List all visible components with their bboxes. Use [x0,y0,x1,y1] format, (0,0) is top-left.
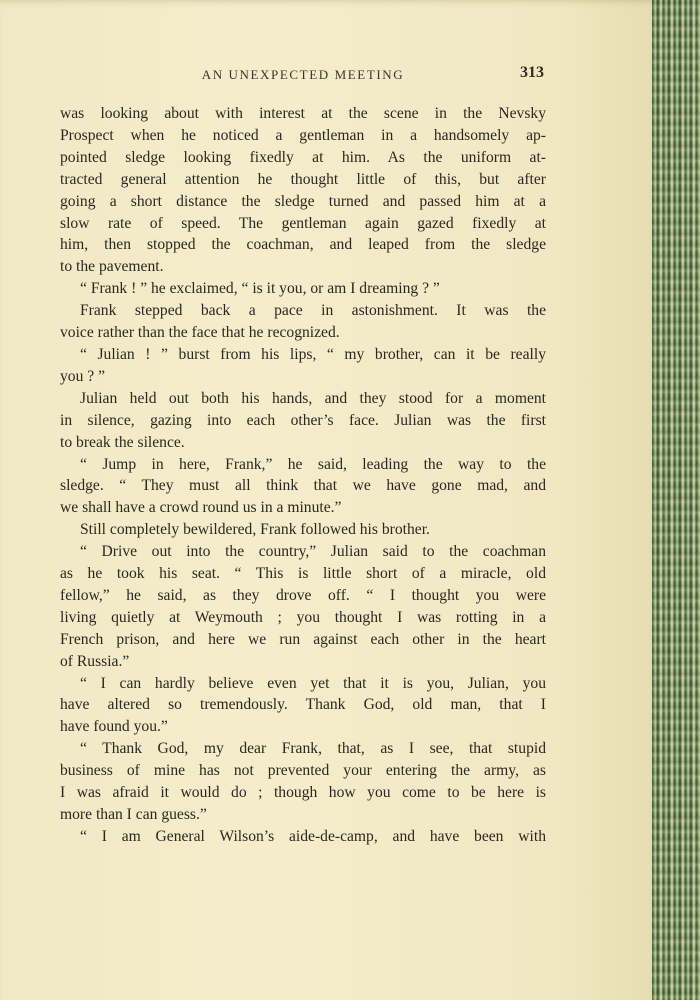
text-line: sledge. “ They must all think that we have gone mad, and [60,477,546,495]
text-line: “ I can hardly believe even yet that it is you, Julian, you [80,674,546,692]
text-line: “ Jump in here, Frank,” he said, leading the way to the [80,455,546,473]
text-line: “ Thank God, my dear Frank, that, as I see, that stupid [80,740,546,758]
text-line: to the pavement. [60,258,164,276]
text-line: “ Frank ! ” he exclaimed, “ is it you, or am I dreaming ? ” [80,280,440,298]
text-line: Prospect when he noticed a gentleman in a handsomely ap- [60,126,546,144]
text-line: pointed sledge looking fixedly at him. As the uniform at- [60,148,546,166]
text-line: “ Drive out into the country,” Julian said to the coachman [80,543,546,561]
page-header [60,64,546,86]
text-line: as he took his seat. “ This is little short of a miracle, old [60,565,546,583]
text-line: business of mine has not prevented your entering the army, as [60,762,546,780]
text-line: “ I am General Wilson’s aide-de-camp, and have been with [80,827,546,845]
text-line: Still completely bewildered, Frank followed his brother. [80,521,430,539]
text-line: of Russia.” [60,652,130,670]
page-number: 313 [520,64,544,81]
text-line: Julian held out both his hands, and they stood for a moment [80,389,546,407]
text-line: going a short distance the sledge turned and passed him at a [60,192,546,210]
text-line: “ Julian ! ” burst from his lips, “ my brother, can it be really [80,345,546,363]
text-line: slow rate of speed. The gentleman again gazed fixedly at [60,214,546,232]
running-title: AN UNEXPECTED MEETING [201,67,405,82]
text-line: Frank stepped back a pace in astonishment. It was the [80,302,546,320]
text-line: you ? ” [60,367,106,385]
text-line: we shall have a crowd round us in a minute.” [60,499,342,517]
text-line: to break the silence. [60,433,185,451]
text-line: living quietly at Weymouth ; you thought I was rotting in a [60,608,546,626]
book-binding-edge [652,0,700,1000]
text-line: I was afraid it would do ; though how you come to be here is [60,784,546,802]
text-line: him, then stopped the coachman, and leaped from the sledge [60,236,546,254]
text-line: French prison, and here we run against each other in the heart [60,630,546,648]
text-line: tracted general attention he thought little of this, but after [60,170,546,188]
text-line: voice rather than the face that he recognized. [60,324,340,342]
text-line: was looking about with interest at the scene in the Nevsky [60,105,546,122]
text-line: in silence, gazing into each other’s face. Julian was the first [60,411,546,429]
text-line: fellow,” he said, as they drove off. “ I thought you were [60,586,546,604]
body-text [60,103,546,848]
text-line: have altered so tremendously. Thank God, old man, that I [60,696,546,714]
text-line: more than I can guess.” [60,806,207,823]
text-line: have found you.” [60,718,168,736]
